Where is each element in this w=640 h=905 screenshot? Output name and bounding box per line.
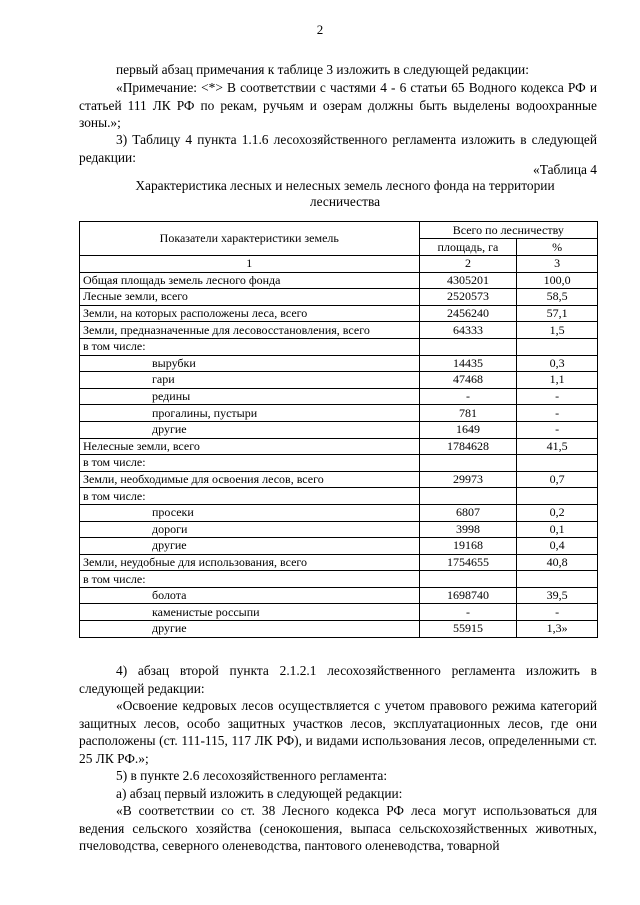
- column-number-1: 1: [80, 256, 420, 273]
- row-percent-value: 0,7: [517, 471, 598, 488]
- row-area-value: 6807: [419, 504, 517, 521]
- row-area-value: 4305201: [419, 272, 517, 289]
- row-indicator-name: Земли, неудобные для использования, всего: [80, 554, 420, 571]
- intro-paragraph-2: «Примечание: <*> В соответствии с частями 4 - 6 статьи 65 Водного кодекса РФ и статьей 111 ЛК РФ по рекам, ручьям и озерам должны быть выделены водоохранные зоны.»;: [79, 80, 597, 130]
- row-percent-value: 0,3: [517, 355, 598, 372]
- row-area-value: -: [419, 604, 517, 621]
- after-paragraph-5: «В соответствии со ст. 38 Лесного кодекса РФ леса могут использоваться для ведения сельского хозяйства (сенокошения, выпаса сельскохозяйственных животных, пчеловодства, северного оленеводства, пантового оленеводства, товарной: [79, 803, 597, 853]
- row-percent-value: -: [517, 388, 598, 405]
- row-area-value: 1784628: [419, 438, 517, 455]
- row-indicator-name: дороги: [80, 521, 420, 538]
- row-percent-value: 0,4: [517, 538, 598, 555]
- table-row: [80, 571, 598, 588]
- table-row: [80, 372, 598, 389]
- row-indicator-name: Общая площадь земель лесного фонда: [80, 272, 420, 289]
- table-label: «Таблица 4: [533, 162, 597, 177]
- row-area-value: 64333: [419, 322, 517, 339]
- page-number: 2: [316, 22, 324, 37]
- row-indicator-name: другие: [80, 421, 420, 438]
- row-area-value: 3998: [419, 521, 517, 538]
- row-area-value: 781: [419, 405, 517, 422]
- after-paragraph-4: а) абзац первый изложить в следующей редакции:: [116, 786, 403, 801]
- table-row: [80, 455, 598, 472]
- row-area-value: [419, 571, 517, 588]
- row-indicator-name: просеки: [80, 504, 420, 521]
- header-area: площадь, га: [419, 239, 517, 256]
- table-column-number-row: [80, 256, 598, 273]
- table-row: [80, 405, 598, 422]
- table-row: [80, 438, 598, 455]
- land-characteristics-table: [79, 221, 598, 638]
- row-percent-value: 100,0: [517, 272, 598, 289]
- table-row: [80, 621, 598, 638]
- header-indicator: Показатели характеристики земель: [80, 222, 420, 256]
- row-area-value: 2520573: [419, 289, 517, 306]
- row-percent-value: 57,1: [517, 305, 598, 322]
- row-indicator-name: Лесные земли, всего: [80, 289, 420, 306]
- row-indicator-name: в том числе:: [80, 338, 420, 355]
- after-paragraph-1: 4) абзац второй пункта 2.1.2.1 лесохозяйственного регламента изложить в следующей редакции:: [79, 663, 597, 696]
- row-percent-value: -: [517, 604, 598, 621]
- table-row: [80, 289, 598, 306]
- table-header-row: [80, 222, 598, 239]
- table-row: [80, 471, 598, 488]
- row-indicator-name: Нелесные земли, всего: [80, 438, 420, 455]
- column-number-2: 2: [419, 256, 517, 273]
- table-row: [80, 421, 598, 438]
- row-percent-value: [517, 488, 598, 505]
- row-area-value: 1649: [419, 421, 517, 438]
- table-row: [80, 587, 598, 604]
- row-indicator-name: прогалины, пустыри: [80, 405, 420, 422]
- row-percent-value: [517, 338, 598, 355]
- row-indicator-name: в том числе:: [80, 571, 420, 588]
- row-percent-value: 0,2: [517, 504, 598, 521]
- intro-paragraph-1: первый абзац примечания к таблице 3 изложить в следующей редакции:: [116, 62, 529, 77]
- row-percent-value: 40,8: [517, 554, 598, 571]
- row-indicator-name: в том числе:: [80, 488, 420, 505]
- after-paragraph-3: 5) в пункте 2.6 лесохозяйственного регламента:: [116, 768, 388, 783]
- row-percent-value: 39,5: [517, 587, 598, 604]
- row-area-value: 55915: [419, 621, 517, 638]
- after-paragraph-2: «Освоение кедровых лесов осуществляется с учетом правового режима категорий защитных лесов, особо защитных участков лесов, эксплуатационных лесов, где они расположены (ст. 111-115, 117 ЛК РФ), и видами использования лесов, определенными ст. 25 ЛК РФ.»;: [79, 698, 597, 766]
- row-percent-value: -: [517, 405, 598, 422]
- table-row: [80, 521, 598, 538]
- row-percent-value: 41,5: [517, 438, 598, 455]
- row-area-value: 2456240: [419, 305, 517, 322]
- row-indicator-name: в том числе:: [80, 455, 420, 472]
- intro-paragraph-3: 3) Таблицу 4 пункта 1.1.6 лесохозяйственного регламента изложить в следующей редакции:: [79, 132, 597, 165]
- row-area-value: 1754655: [419, 554, 517, 571]
- row-area-value: [419, 338, 517, 355]
- row-indicator-name: гари: [80, 372, 420, 389]
- row-percent-value: -: [517, 421, 598, 438]
- row-area-value: [419, 455, 517, 472]
- table-row: [80, 322, 598, 339]
- row-area-value: 47468: [419, 372, 517, 389]
- row-area-value: 19168: [419, 538, 517, 555]
- row-indicator-name: редины: [80, 388, 420, 405]
- row-indicator-name: Земли, на которых расположены леса, всего: [80, 305, 420, 322]
- row-percent-value: [517, 571, 598, 588]
- column-number-3: 3: [517, 256, 598, 273]
- row-area-value: [419, 488, 517, 505]
- row-area-value: 1698740: [419, 587, 517, 604]
- table-row: [80, 504, 598, 521]
- header-pct: %: [517, 239, 598, 256]
- row-percent-value: 1,1: [517, 372, 598, 389]
- row-indicator-name: Земли, необходимые для освоения лесов, всего: [80, 471, 420, 488]
- row-area-value: -: [419, 388, 517, 405]
- row-percent-value: 58,5: [517, 289, 598, 306]
- table-row: [80, 272, 598, 289]
- table-row: [80, 338, 598, 355]
- table-row: [80, 538, 598, 555]
- row-area-value: 29973: [419, 471, 517, 488]
- row-indicator-name: каменистые россыпи: [80, 604, 420, 621]
- table-title: Характеристика лесных и нелесных земель лесного фонда на территории лесничества: [135, 178, 555, 209]
- table-row: [80, 488, 598, 505]
- table-row: [80, 604, 598, 621]
- row-percent-value: 0,1: [517, 521, 598, 538]
- row-area-value: 14435: [419, 355, 517, 372]
- header-group: Всего по лесничеству: [419, 222, 597, 239]
- row-percent-value: 1,3»: [517, 621, 598, 638]
- table-row: [80, 355, 598, 372]
- row-indicator-name: Земли, предназначенные для лесовосстановления, всего: [80, 322, 420, 339]
- table-row: [80, 554, 598, 571]
- row-indicator-name: другие: [80, 538, 420, 555]
- row-indicator-name: вырубки: [80, 355, 420, 372]
- row-percent-value: [517, 455, 598, 472]
- row-indicator-name: болота: [80, 587, 420, 604]
- table-row: [80, 305, 598, 322]
- row-indicator-name: другие: [80, 621, 420, 638]
- table-row: [80, 388, 598, 405]
- row-percent-value: 1,5: [517, 322, 598, 339]
